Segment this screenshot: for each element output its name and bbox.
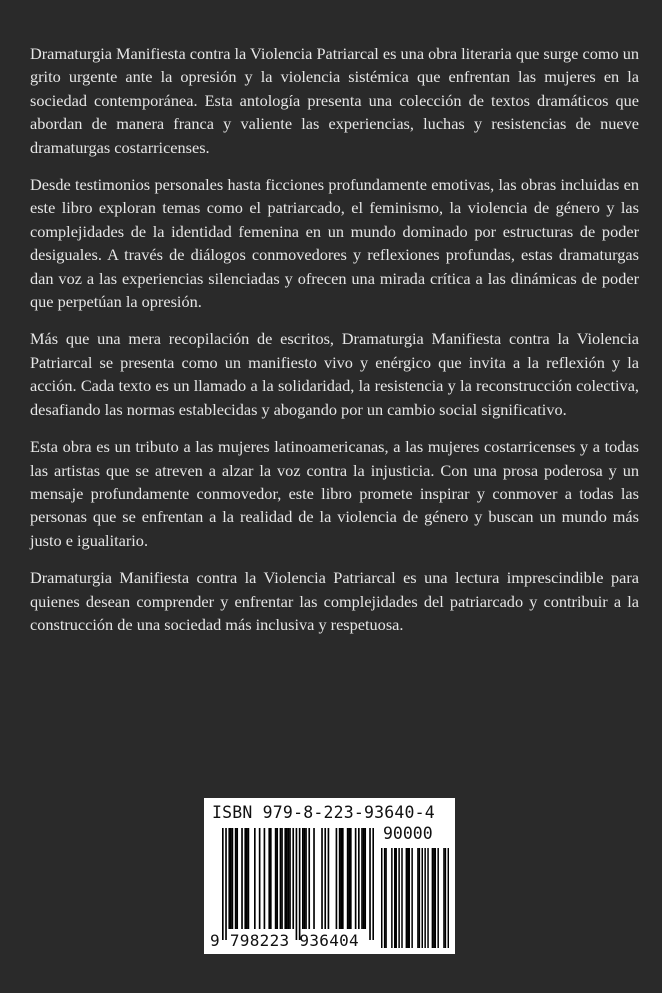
barcode-bar: [241, 828, 243, 929]
barcode-bar: [339, 828, 341, 929]
barcode-bar: [340, 828, 342, 929]
blurb-paragraph-1: Dramaturgia Manifiesta contra la Violencia Patriarcal es una obra literaria que surge como un grito urgente ante la opresión y la violencia sistémica que enfrentan las mujeres en la sociedad contemporánea. Esta antología presenta una colección de textos dramáticos que abordan de manera franca y valiente las experiencias, luchas y resistencias de nueve dramaturgas costarricenses.: [30, 44, 639, 157]
barcode-bar: [336, 828, 338, 929]
barcode-bar: [299, 828, 301, 940]
barcode-bar: [395, 848, 396, 948]
barcode-bar: [236, 828, 238, 929]
barcode-bar: [304, 828, 306, 929]
barcode-bar: [350, 828, 352, 929]
barcode-bar: [276, 828, 278, 929]
barcode-bar: [264, 828, 266, 929]
barcode-bar: [437, 848, 438, 948]
blurb-paragraph-5: Dramaturgia Manifiesta contra la Violencia Patriarcal es una lectura imprescindible para quienes desean comprender y enfrentar las complejidades del patriarcado y contribuir a la construcción de una sociedad más inclusiva y respetuosa.: [30, 568, 639, 634]
barcode-bar: [364, 828, 366, 929]
barcode-bar: [288, 828, 290, 929]
ean13-bars: [222, 828, 374, 940]
barcode-bar: [355, 828, 357, 929]
blurb-paragraph-4: Esta obra es un tributo a las mujeres latinoamericanas, a las mujeres costarricenses y a todas las artistas que se atreven a alzar la voz contra la injusticia. Con una prosa poderosa y un mensaje profundamente conmovedor, este libro promete inspirar y conmover a todas las personas que se enfrentan a la realidad de la violencia de género y buscan un mundo más justo e igualitario.: [30, 437, 639, 550]
back-cover-blurb: [30, 42, 639, 650]
barcode-bar: [443, 848, 444, 948]
barcode-bar: [369, 828, 371, 940]
barcode-bar: [230, 828, 232, 929]
barcode-bar: [275, 828, 277, 929]
barcode-bar: [289, 828, 291, 929]
barcode-bar: [408, 848, 409, 948]
barcode-bar: [270, 828, 272, 929]
barcode-bar: [394, 848, 395, 948]
barcode-bar: [384, 848, 385, 948]
barcode-bar: [422, 848, 423, 948]
barcode-bar: [248, 828, 250, 929]
barcode-bar: [222, 828, 224, 940]
barcode-bar: [321, 828, 323, 929]
barcode-bar: [361, 828, 363, 929]
ean-digits: 9 798223 936404: [210, 931, 359, 950]
barcode-bar: [401, 848, 402, 948]
isbn-label: ISBN 979-8-223-93640-4: [212, 803, 435, 822]
barcode-bar: [225, 828, 227, 940]
barcode-bar: [228, 828, 230, 929]
barcode-bar: [358, 828, 360, 929]
barcode-bar: [445, 848, 446, 948]
barcode-bar: [308, 828, 310, 929]
barcode-bar: [268, 828, 270, 929]
barcode-bar: [280, 828, 282, 929]
barcode-bar: [324, 828, 326, 929]
barcode-bar: [342, 828, 344, 929]
barcode-bar: [292, 828, 294, 929]
barcode-bar: [313, 828, 315, 929]
barcode-bar: [427, 848, 428, 948]
blurb-paragraph-2: Desde testimonios personales hasta ficciones profundamente emotivas, las obras incluidas en este libro exploran temas como el patriarcado, el feminismo, la violencia de género y las complejidades de la identidad femenina en un mundo dominado por estructuras de poder desiguales. A través de diálogos conmovedores y reflexiones profundas, estas dramaturgas dan voz a las experiencias silenciadas y ofrecen una mirada crítica a las dinámicas de poder que perpetúan la opresión.: [30, 175, 639, 312]
barcode-bar: [254, 828, 256, 929]
barcode-bar: [284, 828, 286, 929]
price-code: 90000: [383, 824, 433, 843]
barcode-bar: [244, 828, 246, 929]
barcode-bar: [435, 848, 436, 948]
barcode-bar: [235, 828, 237, 929]
barcode-bar: [398, 848, 399, 948]
barcode-bar: [286, 828, 288, 929]
barcode-bar: [281, 828, 283, 929]
barcode-bar: [406, 848, 407, 948]
barcode-bar: [424, 848, 425, 948]
barcode-bar: [302, 828, 304, 929]
barcode-bar: [347, 828, 349, 929]
addon-bars: [381, 848, 449, 948]
barcode-bar: [348, 828, 350, 929]
blurb-paragraph-3: Más que una mera recopilación de escritos, Dramaturgia Manifiesta contra la Violencia Patriarcal se presenta como un manifiesto vivo y enérgico que invita a la reflexión y la acción. Cada texto es un llamado a la solidaridad, la resistencia y la reconstrucción colectiva, desafiando las normas establecidas y abogando por un cambio social significativo.: [30, 329, 639, 419]
barcode-bar: [381, 848, 382, 948]
barcode-bar: [433, 848, 434, 948]
barcode-bar: [296, 828, 298, 940]
barcode-bar: [259, 828, 261, 929]
barcode-bar: [305, 828, 307, 929]
barcode-bar: [385, 848, 386, 948]
barcode-bar: [246, 828, 248, 929]
barcode-bar: [407, 848, 408, 948]
isbn-barcode: [204, 798, 455, 954]
barcode-bar: [232, 828, 234, 929]
barcode-bar: [448, 848, 449, 948]
barcode-bar: [391, 848, 392, 948]
barcode-bar: [417, 848, 418, 948]
barcode-bar: [419, 848, 420, 948]
barcode-bar: [411, 848, 412, 948]
barcode-bar: [328, 828, 330, 929]
barcode-bar: [372, 828, 374, 940]
barcode-bar: [363, 828, 365, 929]
barcode-bar: [432, 848, 433, 948]
